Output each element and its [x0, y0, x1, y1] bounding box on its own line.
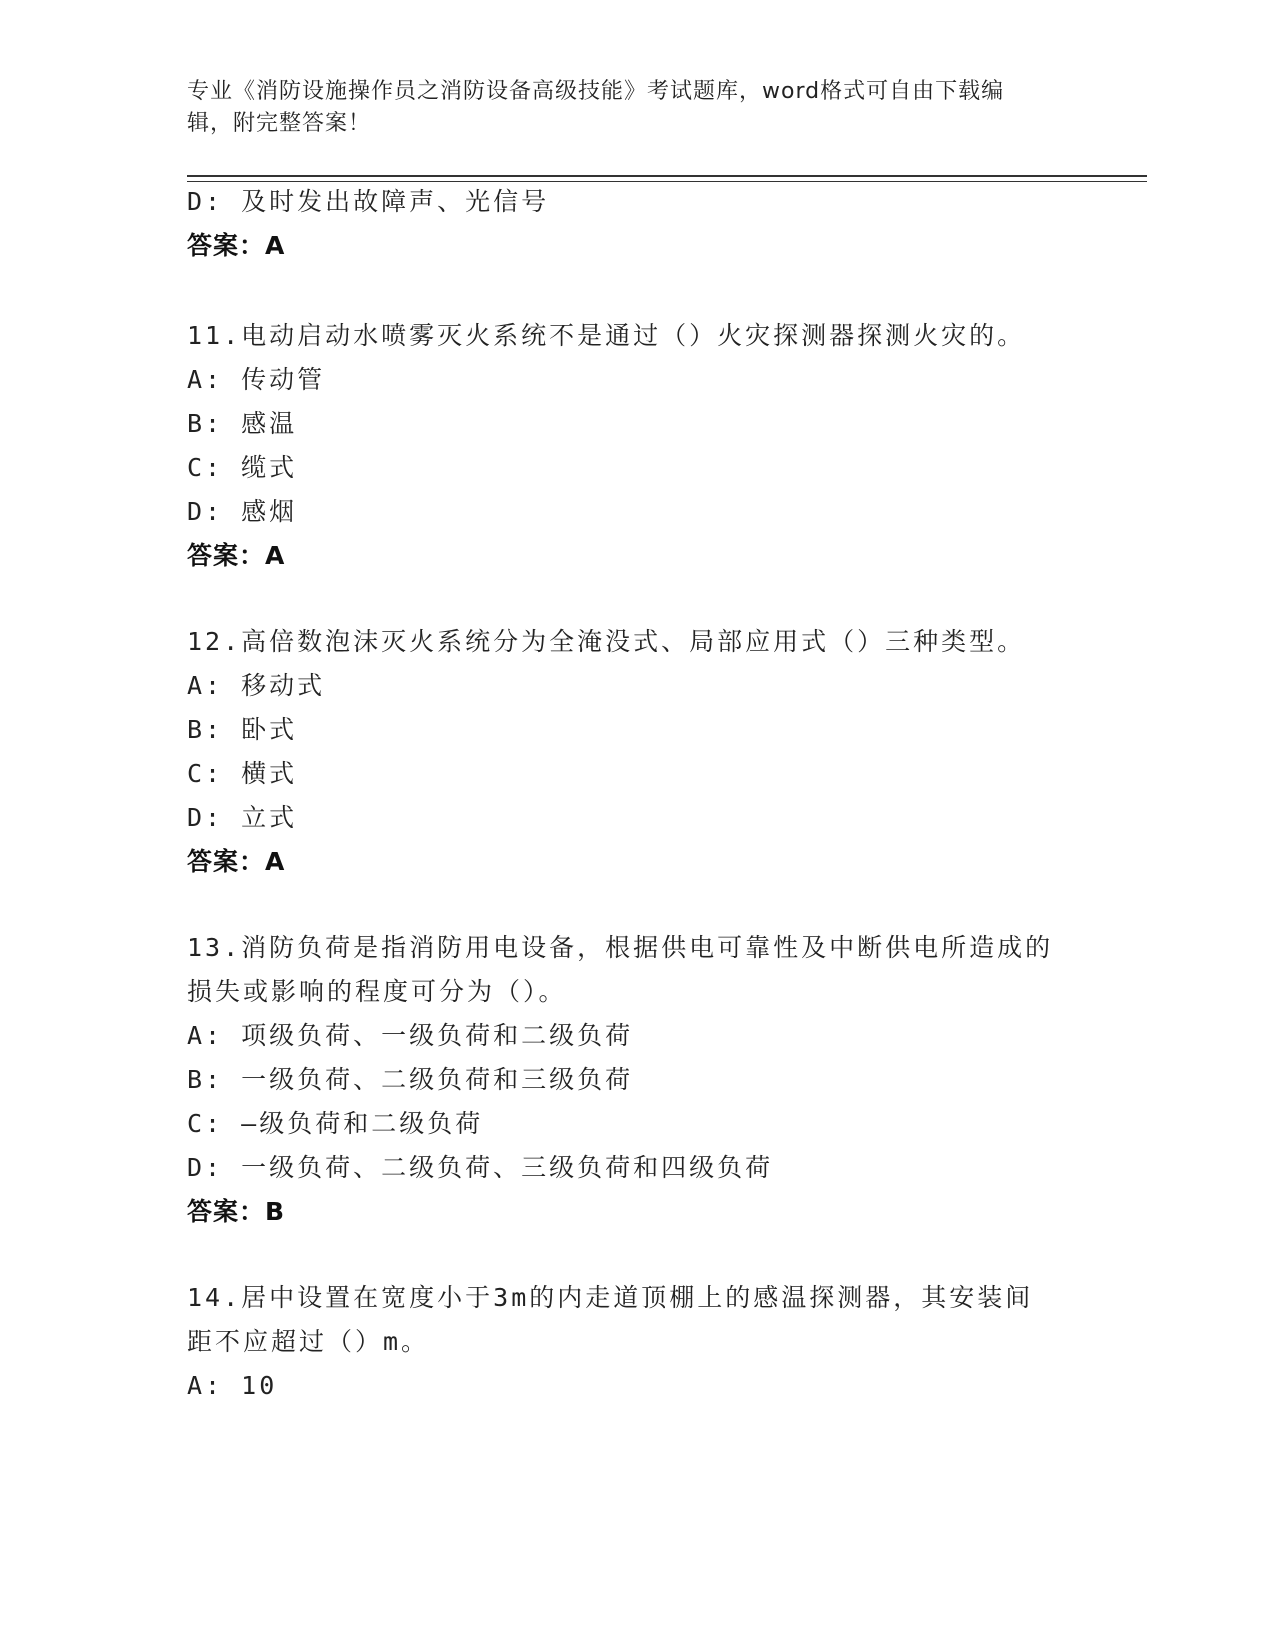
- header-divider-thick: [187, 175, 1147, 177]
- option-b: B: 感温: [187, 409, 298, 438]
- question-14-stem-line-1: 14.居中设置在宽度小于3m的内走道顶棚上的感温探测器，其安装间: [187, 1283, 1034, 1312]
- option-a: A: 10: [187, 1371, 278, 1400]
- header-line-2: 辑，附完整答案！: [187, 111, 372, 136]
- option-a: A: 项级负荷、一级负荷和二级负荷: [187, 1021, 634, 1050]
- question-13-stem-line-1: 13.消防负荷是指消防用电设备，根据供电可靠性及中断供电所造成的: [187, 933, 1054, 962]
- option-d: D: 立式: [187, 803, 298, 832]
- option-a: A: 移动式: [187, 671, 326, 700]
- option-d: D: 感烟: [187, 497, 298, 526]
- option-d: D: 一级负荷、二级负荷、三级负荷和四级负荷: [187, 1153, 774, 1182]
- answer-line: 答案：A: [187, 231, 286, 260]
- option-c: C: —级负荷和二级负荷: [187, 1109, 484, 1138]
- document-header: [187, 76, 1067, 140]
- option-c: C: 横式: [187, 759, 298, 788]
- answer-line: 答案：B: [187, 1197, 286, 1226]
- option-d: D: 及时发出故障声、光信号: [187, 187, 550, 216]
- option-c: C: 缆式: [187, 453, 298, 482]
- question-11-stem: 11.电动启动水喷雾灭火系统不是通过（）火灾探测器探测火灾的。: [187, 321, 1026, 350]
- option-b: B: 一级负荷、二级负荷和三级负荷: [187, 1065, 634, 1094]
- question-14-stem-line-2: 距不应超过（）m。: [187, 1327, 430, 1356]
- header-divider-thin: [187, 181, 1147, 182]
- option-a: A: 传动管: [187, 365, 326, 394]
- answer-line: 答案：A: [187, 847, 286, 876]
- header-line-1: 专业《消防设施操作员之消防设备高级技能》考试题库，word格式可自由下载编: [187, 79, 1005, 104]
- question-12-stem: 12.高倍数泡沫灭火系统分为全淹没式、局部应用式（）三种类型。: [187, 627, 1026, 656]
- question-13-stem-line-2: 损失或影响的程度可分为（）。: [187, 977, 567, 1006]
- option-b: B: 卧式: [187, 715, 298, 744]
- answer-line: 答案：A: [187, 541, 286, 570]
